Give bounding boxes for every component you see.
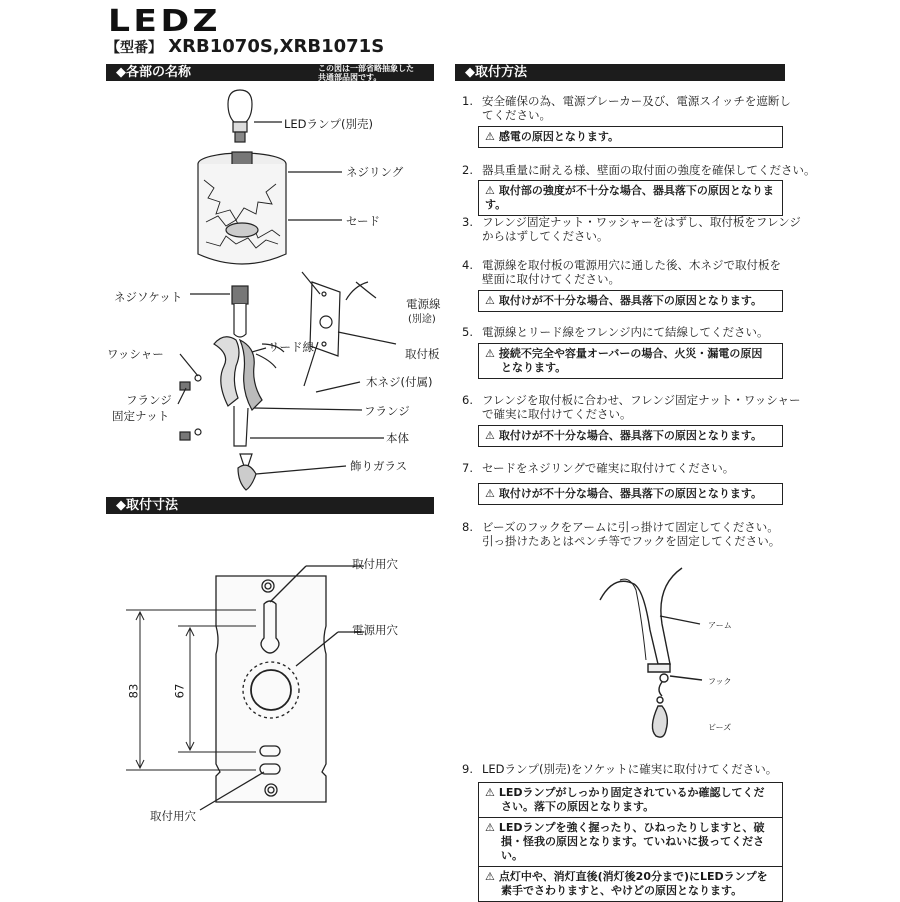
step-8-line2: 引っ掛けたあとはペンチ等でフックを固定してください。 xyxy=(482,534,781,548)
step-1 xyxy=(462,94,791,122)
label-lead-wire: リード線 xyxy=(268,340,314,354)
step-7-num: 7. xyxy=(462,461,473,475)
label-mounting-plate: 取付板 xyxy=(405,347,440,361)
step-6-line2: で確実に取付けてください。 xyxy=(482,407,632,421)
step-5-warning-text2: となります。 xyxy=(501,361,567,374)
step-5-warning xyxy=(478,343,783,379)
step-2-warning-text: 取付部の強度が不十分な場合、器具落下の原因となります。 xyxy=(485,184,774,211)
label-beads: ビーズ xyxy=(708,723,732,732)
final-warning-3 xyxy=(479,867,782,901)
step-6-line1: フレンジを取付板に合わせ、フレンジ固定ナット・ワッシャー xyxy=(482,393,801,407)
step-9-line1: LEDランプ(別売)をソケットに確実に取付けてください。 xyxy=(482,762,778,776)
step-8-line1: ビーズのフックをアームに引っ掛けて固定してください。 xyxy=(482,520,779,534)
model-number xyxy=(106,36,384,57)
label-flange-nut-2: 固定ナット xyxy=(112,409,170,423)
parts-note xyxy=(318,64,414,82)
step-5-line1: 電源線とリード線をフレンジ内にて結線してください。 xyxy=(482,325,769,339)
washer-nut-drawing xyxy=(180,375,201,440)
mounting-plate-drawing xyxy=(310,282,340,356)
final-warnings xyxy=(478,782,783,902)
step-6-warning-text: 取付けが不十分な場合、器具落下の原因となります。 xyxy=(498,429,762,442)
warning-icon: ⚠ xyxy=(485,487,495,500)
dimensions-section-title-text: ◆取付寸法 xyxy=(116,498,178,513)
step-5-warning-text: 接続不完全や容量オーバーの場合、火災・漏電の原因 xyxy=(498,347,763,360)
dimensions-diagram xyxy=(106,540,436,830)
final-warning-1 xyxy=(479,783,782,818)
step-1-warning-text: 感電の原因となります。 xyxy=(498,130,619,143)
step-6-warning xyxy=(478,425,783,447)
step-4-warning-text: 取付けが不十分な場合、器具落下の原因となります。 xyxy=(498,294,762,307)
label-wood-screw: 木ネジ(付属) xyxy=(366,375,433,389)
step-4 xyxy=(462,258,781,286)
step-4-num: 4. xyxy=(462,258,473,272)
warning-icon: ⚠ xyxy=(485,347,495,360)
step-9-num: 9. xyxy=(462,762,473,776)
step-1-warning xyxy=(478,126,783,148)
step-5 xyxy=(462,325,768,339)
step-7-warning xyxy=(478,483,783,505)
warning-icon: ⚠ xyxy=(485,870,495,883)
final-warning-1-l2: さい。落下の原因となります。 xyxy=(501,800,655,813)
step-2 xyxy=(462,163,816,177)
label-flange: フランジ xyxy=(364,404,410,418)
label-hook: フック xyxy=(708,677,732,686)
step-6-num: 6. xyxy=(462,393,473,407)
step-1-line2: てください。 xyxy=(482,108,551,122)
step-4-warning xyxy=(478,290,783,312)
install-section-title-text: ◆取付方法 xyxy=(465,65,527,80)
step-8 xyxy=(462,520,780,548)
final-warning-3-l1: 点灯中や、消灯直後(消灯後20分まで)にLEDランプを xyxy=(498,870,768,883)
led-lamp-drawing xyxy=(228,90,252,142)
step-1-num: 1. xyxy=(462,94,473,108)
label-led-lamp: LEDランプ(別売) xyxy=(284,117,374,131)
label-decor-glass: 飾りガラス xyxy=(350,459,408,473)
step-2-line1: 器具重量に耐える様、壁面の取付面の強度を確保してください。 xyxy=(482,163,816,177)
step-7-warning-text: 取付けが不十分な場合、器具落下の原因となります。 xyxy=(498,487,762,500)
label-hole-top: 取付用穴 xyxy=(352,557,398,571)
step-7 xyxy=(462,461,734,475)
ledz-logo: LEDZ xyxy=(108,4,222,39)
label-power-cable: 電源線 xyxy=(406,297,441,311)
label-body: 本体 xyxy=(386,431,409,445)
parts-note-line1: この図は一部省略抽象した xyxy=(318,64,414,73)
step-2-warning xyxy=(478,180,783,216)
warning-icon: ⚠ xyxy=(485,184,495,197)
bead-diagram xyxy=(590,560,790,750)
step-1-line1: 安全確保の為、電源ブレーカー及び、電源スイッチを遮断し xyxy=(482,94,791,108)
label-flange-nut-1: フランジ xyxy=(126,393,172,407)
dim-83: 83 xyxy=(126,683,141,699)
parts-section-title-text: ◆各部の名称 xyxy=(116,65,191,80)
dimensions-section-title xyxy=(106,497,434,514)
warning-icon: ⚠ xyxy=(485,429,495,442)
label-screw-socket: ネジソケット xyxy=(114,290,183,304)
step-4-line1: 電源線を取付板の電源用穴に通した後、木ネジで取付板を xyxy=(482,258,781,272)
step-3-line1: フレンジ固定ナット・ワッシャーをはずし、取付板をフレンジ xyxy=(482,215,801,229)
shade-drawing xyxy=(198,152,286,264)
final-warning-1-l1: LEDランプがしっかり固定されているか確認してくだ xyxy=(498,786,765,799)
install-section-title xyxy=(455,64,785,81)
warning-icon: ⚠ xyxy=(485,294,495,307)
step-8-num: 8. xyxy=(462,520,473,534)
label-screw-ring: ネジリング xyxy=(346,165,404,179)
label-arm: アーム xyxy=(708,621,732,630)
step-3-num: 3. xyxy=(462,215,473,229)
label-hole-bottom: 取付用穴 xyxy=(150,809,196,823)
final-warning-2 xyxy=(479,818,782,867)
final-warning-2-l2: 損・怪我の原因となります。ていねいに扱ってください。 xyxy=(501,835,765,862)
label-power-cable-sub: (別途) xyxy=(408,314,436,325)
step-3-line2: からはずしてください。 xyxy=(482,229,609,243)
label-washer: ワッシャー xyxy=(107,347,164,361)
label-power-hole: 電源用穴 xyxy=(352,623,398,637)
step-3 xyxy=(462,215,801,243)
label-shade: セード xyxy=(346,214,381,228)
step-4-line2: 壁面に取付けてください。 xyxy=(482,272,620,286)
model-tag: 【型番】 xyxy=(106,40,162,56)
parts-note-line2: 共通部品図です。 xyxy=(318,73,382,82)
decor-glass-drawing xyxy=(238,454,256,490)
warning-icon: ⚠ xyxy=(485,130,495,143)
step-9 xyxy=(462,762,777,776)
final-warning-2-l1: LEDランプを強く握ったり、ひねったりしますと、破 xyxy=(498,821,765,834)
warning-icon: ⚠ xyxy=(485,786,495,799)
socket-drawing xyxy=(232,286,248,337)
step-6 xyxy=(462,393,801,421)
model-number-text: XRB1070S,XRB1071S xyxy=(168,36,385,57)
warning-icon: ⚠ xyxy=(485,821,495,834)
step-5-num: 5. xyxy=(462,325,473,339)
step-7-line1: セードをネジリングで確実に取付けてください。 xyxy=(482,461,735,475)
final-warning-3-l2: 素手でさわりますと、やけどの原因となります。 xyxy=(501,884,743,897)
step-2-num: 2. xyxy=(462,163,473,177)
dim-67: 67 xyxy=(172,683,187,699)
body-drawing xyxy=(214,337,262,446)
